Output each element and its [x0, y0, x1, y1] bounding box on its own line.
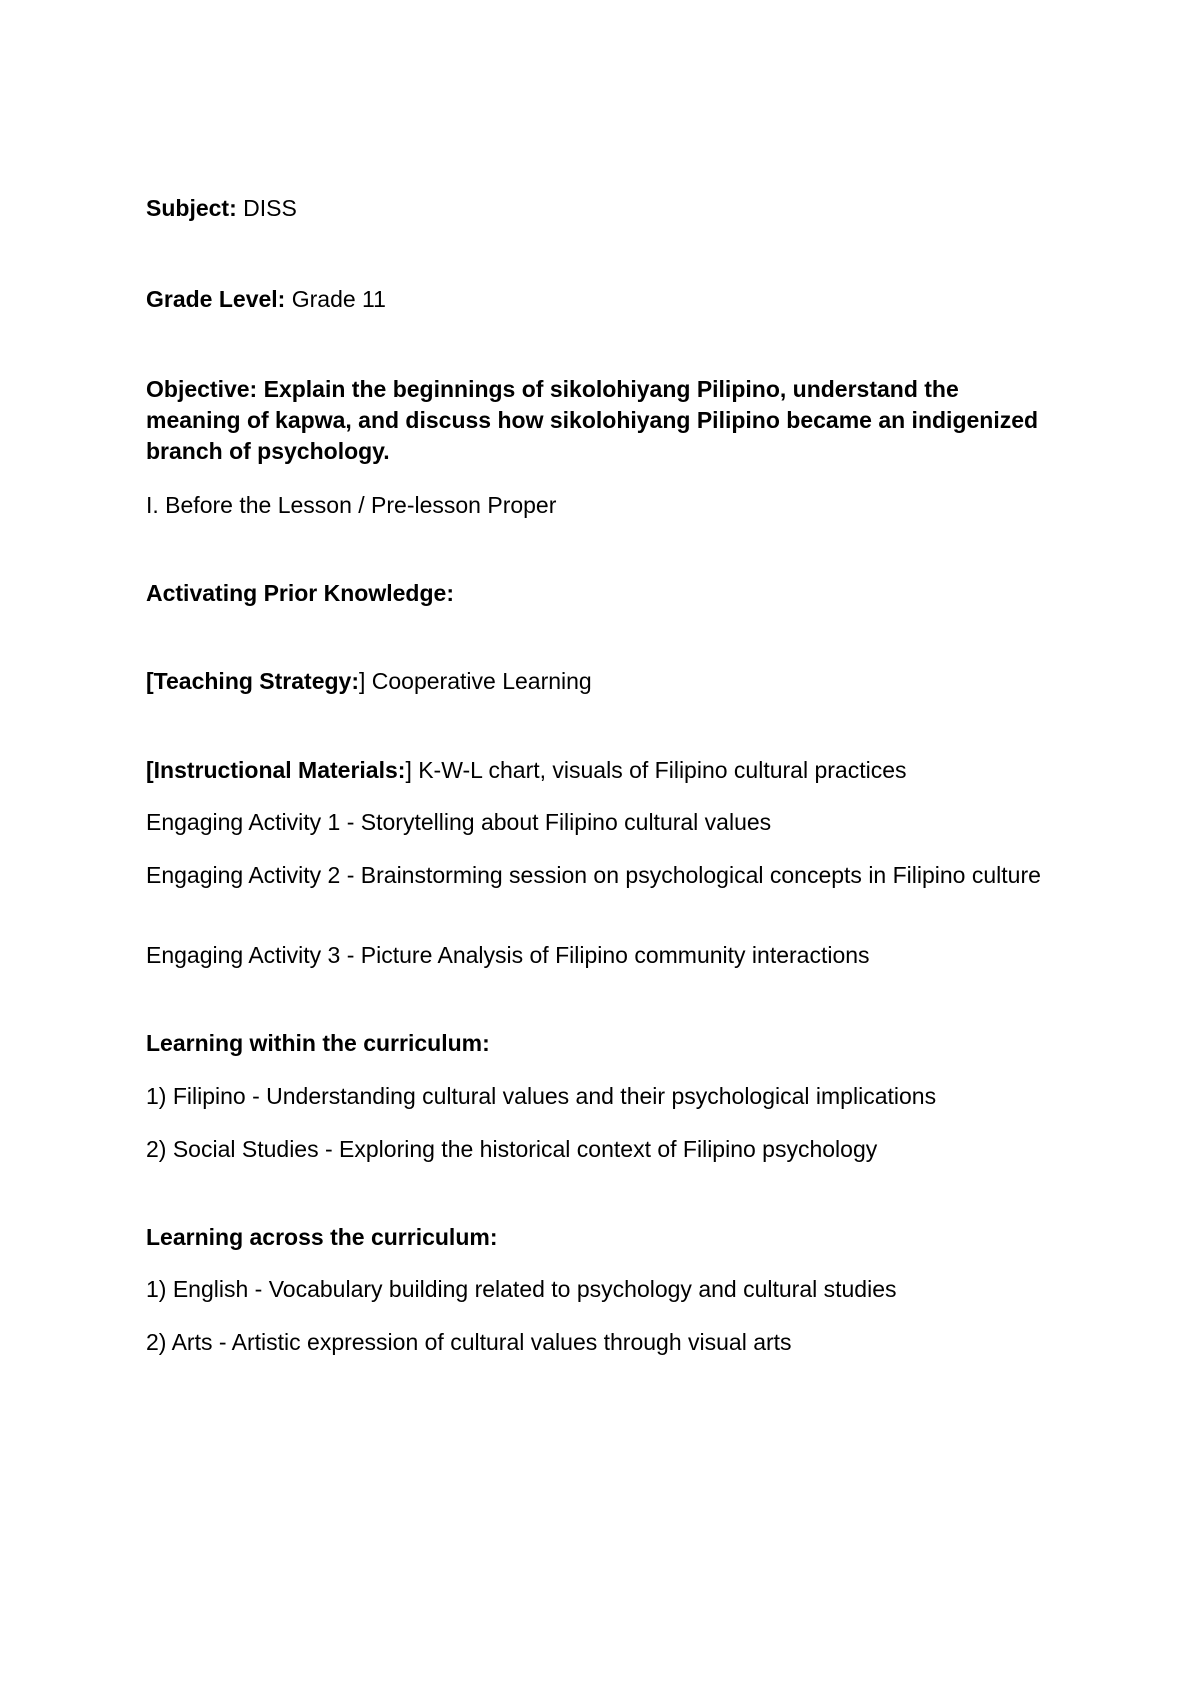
grade-level-line: [146, 285, 386, 313]
learning-across-item-1: 1) English - Vocabulary building related to psychology and cultural studies: [146, 1276, 897, 1302]
grade-level-label: Grade Level:: [146, 286, 286, 312]
instructional-materials-label: [Instructional Materials:: [146, 757, 406, 783]
instructional-materials-line: [146, 756, 907, 784]
teaching-strategy-line: [146, 667, 592, 695]
learning-within-item-2: 2) Social Studies - Exploring the historical context of Filipino psychology: [146, 1136, 878, 1162]
engaging-activity-2: Engaging Activity 2 - Brainstorming session on psychological concepts in Filipino culture: [146, 862, 1041, 888]
engaging-activity-3: Engaging Activity 3 - Picture Analysis of Filipino community interactions: [146, 942, 870, 968]
learning-across-heading: Learning across the curriculum:: [146, 1224, 498, 1250]
teaching-strategy-value: ] Cooperative Learning: [359, 668, 592, 694]
learning-across-item-2: 2) Arts - Artistic expression of cultural values through visual arts: [146, 1329, 792, 1355]
engaging-activity-1: Engaging Activity 1 - Storytelling about Filipino cultural values: [146, 809, 772, 835]
instructional-materials-value: ] K-W-L chart, visuals of Filipino cultural practices: [405, 757, 907, 783]
subject-value: DISS: [243, 195, 297, 221]
objective-label: Objective:: [146, 376, 258, 402]
section-title: I. Before the Lesson / Pre-lesson Proper: [146, 492, 557, 518]
subject-line: [146, 194, 297, 222]
grade-level-value: Grade 11: [291, 286, 386, 312]
objective-paragraph: [146, 374, 1046, 467]
learning-within-heading: Learning within the curriculum:: [146, 1030, 490, 1056]
learning-within-item-1: 1) Filipino - Understanding cultural values and their psychological implications: [146, 1083, 937, 1109]
activating-prior-knowledge-heading: Activating Prior Knowledge:: [146, 580, 454, 606]
objective-text: Explain the beginnings of sikolohiyang Pilipino, understand the meaning of kapwa, and discuss how sikolohiyang Pilipino became an indigenized branch of psychology.: [146, 376, 1039, 464]
teaching-strategy-label: [Teaching Strategy:: [146, 668, 359, 694]
subject-label: Subject:: [146, 195, 237, 221]
